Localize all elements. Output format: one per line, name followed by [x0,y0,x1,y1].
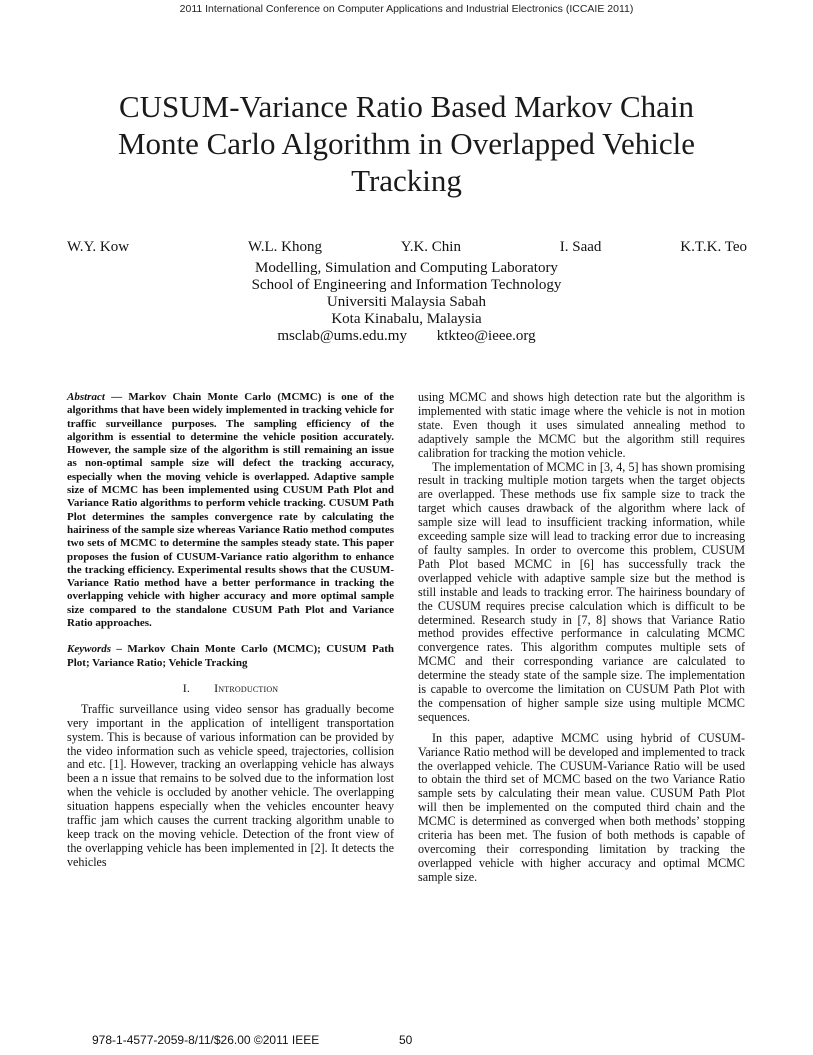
body-paragraph-2: The implementation of MCMC in [3, 4, 5] has shown promising result in tracking multiple motion targets when the target objects are overlapped. These methods use fix sample size to track the target which causes drawback of the algorithm where lack of sample size will lead to insufficient tracking information, while exceeding sample size will lead to tracking error due to increasing of faulty samples. In order to overcome this problem, CUSUM Path Plot based MCMC in [6] has successfully track the overlapped vehicle with adaptive sample size but the method is still instable and leads to tracking error. The hairiness boundary of the CUSUM requires precise calculation which is difficult to be determined. Research study in [7, 8] shows that Variance Ratio method provides effective performance in calculating MCMC convergence rates. This algorithm computes multiple sets of MCMC and their corresponding variance are calculated to determine the steady state of the sample size. The implementation is capable to overcome the limitation on CUSUM Path Plot with the compensation of higher sample size using multiple MCMC sequences. [418,459,745,724]
affiliation-emails [0,328,813,345]
title-line-1: CUSUM-Variance Ratio Based Markov Chain [118,89,695,124]
author: I. Saad [559,239,602,255]
keywords-dash: – [111,643,128,656]
author-list [67,239,747,256]
abstract [67,391,394,630]
body-paragraph-1: Traffic surveillance using video sensor has gradually become very important in the application of intelligent transportation system. This is because of various information can be provided by the video information such as vehicle speed, trajectories, collision and etc. [1]. However, tracking an overlapping vehicle has always been a n issue that remains to be solved due to the information lost when the vehicle is occluded by another vehicle. The overlapping situation happens especially when the vehicles encounter heavy traffic jam which causes the current tracking algorithm unable to keep track on the moving vehicle. Detection of the front view of the overlapping vehicle has been implemented in [2]. It detects the vehicles [67,701,394,869]
title-line-2: Monte Carlo Algorithm in Overlapped Vehicle [117,126,696,161]
abstract-label: Abstract [67,391,105,403]
keywords [67,643,394,670]
author: W.L. Khong [247,239,322,255]
section-title: Introduction [214,680,279,695]
affiliation-city: Kota Kinabalu, Malaysia [331,311,482,327]
section-number: I. [182,680,191,695]
author: Y.K. Chin [400,239,461,255]
title-line-3: Tracking [351,163,462,198]
page-number: 50 [399,1033,413,1047]
conference-header: 2011 International Conference on Computer Applications and Industrial Electronics (ICCAIE 2011) [179,3,634,15]
section-heading-introduction [67,682,394,696]
left-column [67,391,394,870]
abstract-dash: — [104,391,129,403]
body-paragraph-3: In this paper, adaptive MCMC using hybrid of CUSUM-Variance Ratio method will be developed and implemented to track the overlapped vehicle. The CUSUM-Variance Ratio will be used to obtain the third set of MCMC based on the two Variance Ratio sample sets by calculating their mean value. CUSUM Path Plot will then be implemented on the computed third chain and the MCMC is determined as converged when both methods’ stopping criteria has been met. The fusion of both methods is capable of overcoming their corresponding limitation by tracking the overlapped vehicle with higher accuracy and optimal MCMC sample size. [418,730,745,884]
abstract-text: Markov Chain Monte Carlo (MCMC) is one of the algorithms that have been widely implemented in tracking vehicle for traffic surveillance purposes. The sampling efficiency of the algorithm is essential to determine the vehicle position accurately. However, the sample size of the algorithm is still remaining an issue as non-optimal sample size will defect the tracking accuracy, especially when the moving vehicle is overlapped. Adaptive sample size of MCMC has been implemented using CUSUM Path Plot and Variance Ratio algorithms to perform vehicle tracking. CUSUM Path Plot determines the samples convergence rate by calculating the hairiness of the sample size whereas Variance Ratio method computes two sets of MCMC to determine the samples steady state. This paper proposes the fusion of CUSUM-Variance ratio algorithm to enhance the tracking efficiency. Experimental results shows that the CUSUM-Variance Ratio method have a better performance in tracking the overlapping vehicle with higher accuracy and more optimal sample size compared to the standalone CUSUM Path Plot and Variance Ratio approaches. [67,391,395,630]
affiliation-block [0,260,813,345]
paper-title [60,88,753,199]
email-address[interactable]: msclab@ums.edu.my [277,328,407,344]
affiliation-school: School of Engineering and Information Technology [251,277,562,293]
email-address[interactable]: ktkteo@ieee.org [436,328,536,344]
affiliation-lab: Modelling, Simulation and Computing Laboratory [255,260,558,276]
affiliation-university: Universiti Malaysia Sabah [326,294,487,310]
footer-isbn: 978-1-4577-2059-8/11/$26.00 ©2011 IEEE [92,1033,320,1047]
body-paragraph-1-continued: using MCMC and shows high detection rate but the algorithm is implemented with static image where the vehicle is not in motion state. Even though it uses simulated annealing method to adaptively sample the MCMC but the algorithm still requires calibration for tracking the motion vehicle. [418,390,745,460]
keywords-text: Markov Chain Monte Carlo (MCMC); CUSUM Path Plot; Variance Ratio; Vehicle Tracking [67,643,394,669]
author: W.Y. Kow [67,239,130,255]
right-column [418,391,745,885]
keywords-label: Keywords [67,643,111,656]
author: K.T.K. Teo [680,239,747,255]
